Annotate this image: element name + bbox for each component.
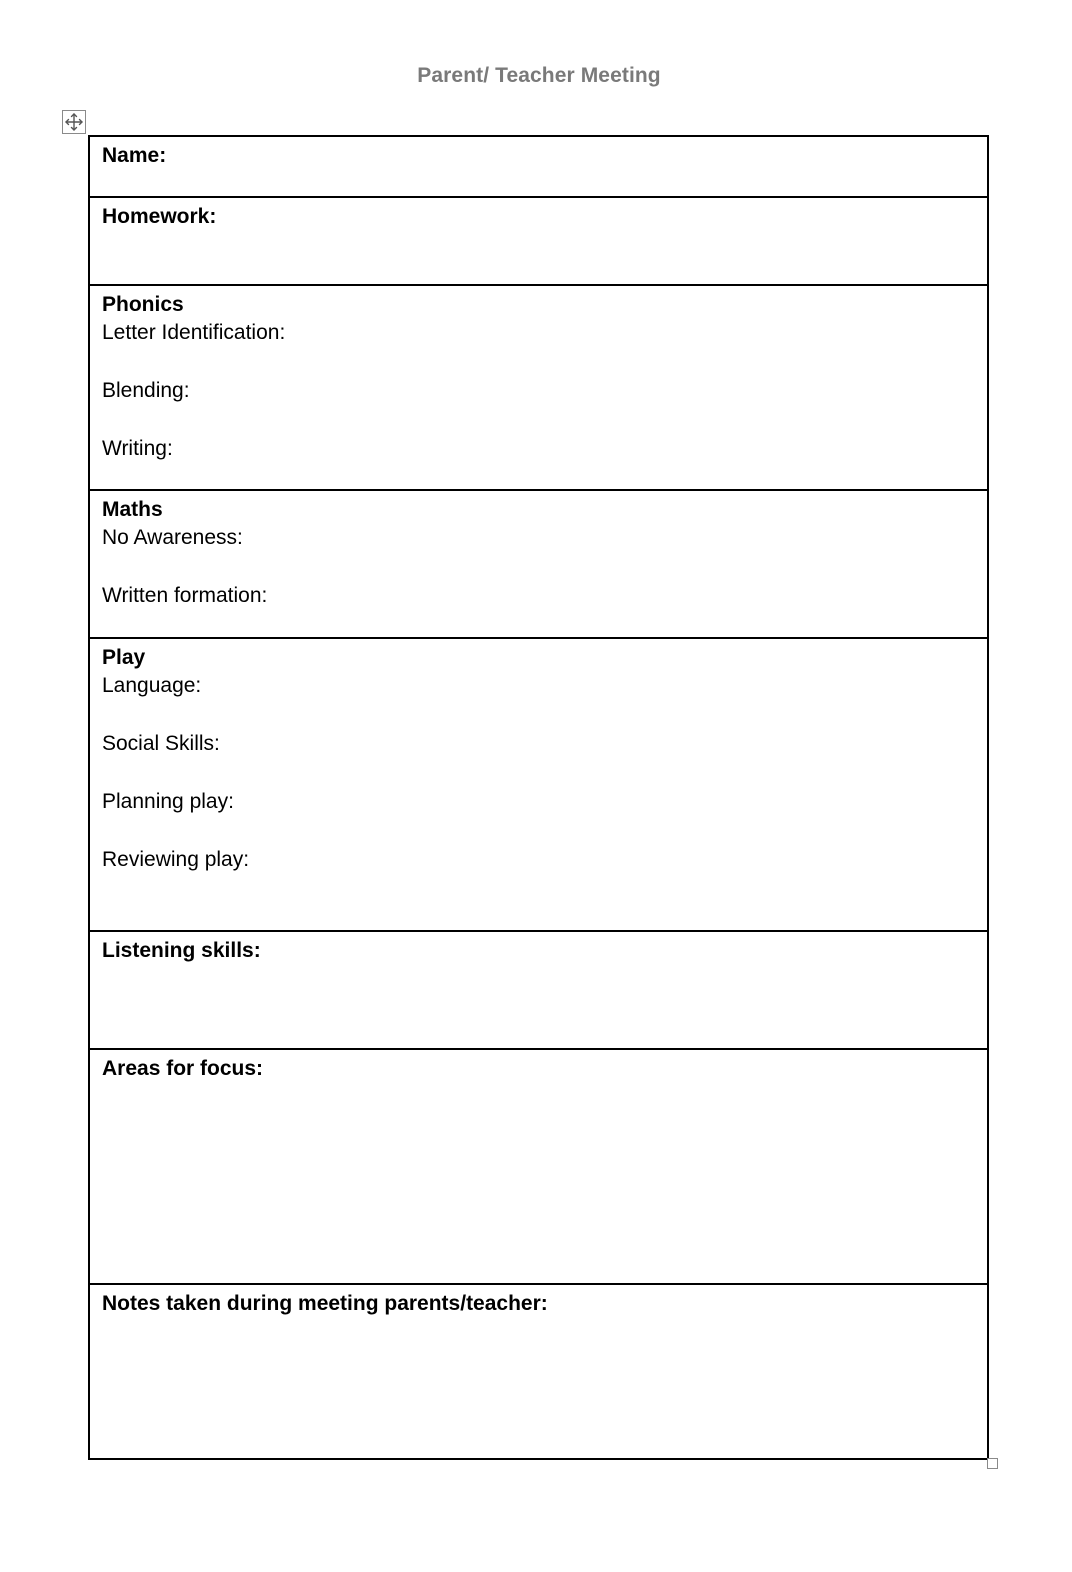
play-heading: Play: [102, 646, 146, 669]
maths-heading: Maths: [102, 498, 163, 521]
homework-row[interactable]: [90, 196, 987, 285]
phonics-row[interactable]: [90, 284, 987, 491]
reviewing-play-label: Reviewing play:: [102, 848, 250, 871]
written-formation-label: Written formation:: [102, 584, 268, 607]
name-row[interactable]: [90, 137, 987, 198]
table-resize-handle-icon[interactable]: [987, 1458, 998, 1469]
areas-for-focus-row[interactable]: [90, 1048, 987, 1285]
listening-skills-row[interactable]: [90, 930, 987, 1050]
document-title: Parent/ Teacher Meeting: [417, 64, 661, 87]
letter-identification-label: Letter Identification:: [102, 321, 286, 344]
meeting-form-table: [88, 135, 989, 1460]
phonics-heading: Phonics: [102, 293, 184, 316]
play-row[interactable]: [90, 637, 987, 932]
maths-row[interactable]: [90, 489, 987, 638]
no-awareness-label: No Awareness:: [102, 526, 243, 549]
blending-label: Blending:: [102, 379, 190, 402]
table-move-handle-icon[interactable]: [62, 110, 86, 134]
writing-label: Writing:: [102, 437, 173, 460]
listening-skills-label: Listening skills:: [102, 939, 261, 962]
name-label: Name:: [102, 144, 167, 167]
areas-for-focus-label: Areas for focus:: [102, 1057, 264, 1080]
planning-play-label: Planning play:: [102, 790, 234, 813]
social-skills-label: Social Skills:: [102, 732, 220, 755]
notes-label: Notes taken during meeting parents/teacher:: [102, 1292, 548, 1315]
language-label: Language:: [102, 674, 202, 697]
notes-row[interactable]: [90, 1283, 987, 1458]
homework-label: Homework:: [102, 205, 217, 228]
